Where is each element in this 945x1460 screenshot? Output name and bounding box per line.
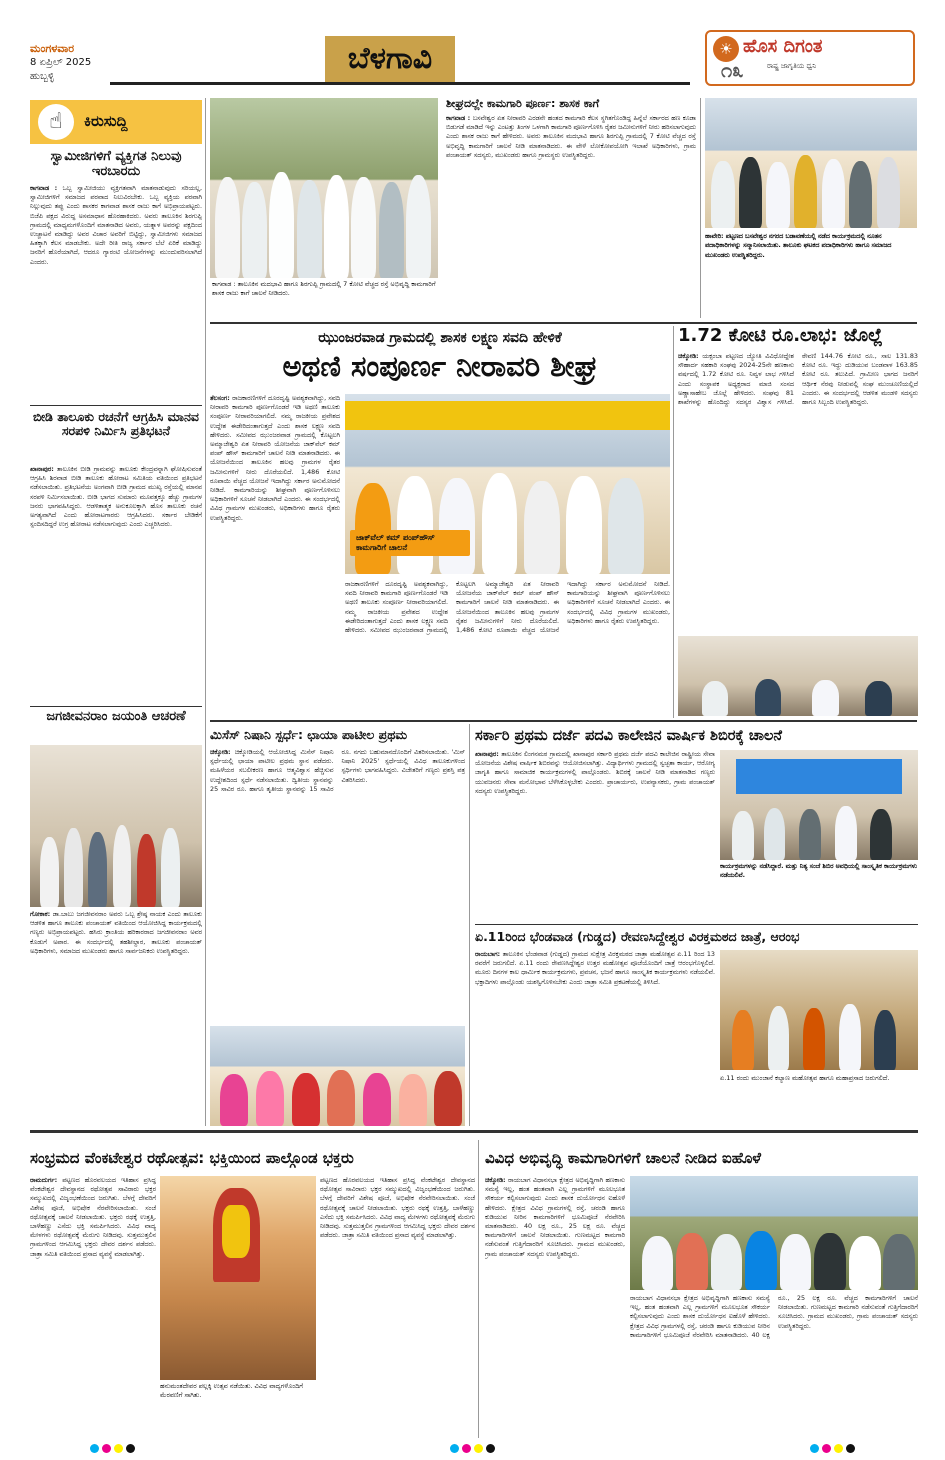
masthead-rule [110,82,690,85]
column-divider [673,326,674,718]
athani-body-text: ರಾಜಕಾರಣಿಗಳಿಗೆ ದೂರದೃಷ್ಟಿ ಅವಶ್ಯಕವಾಗಿದ್ದು, ಸವದಿ ನೀರಾವರಿ ಕಾಮಗಾರಿ ಪೂರ್ಣಗೊಂಡರೆ ಇಡಿ ಅಥಣಿ ತಾಲೂಕು ಸಂಪೂರ್ಣ ನೀರಾವರಿಯಾಗಲಿದೆ. ನಮ್ಮ ರಾಜಕೀಯ ಪ್ರವೇಶದ ಉದ್ದೇಶ ಈಡೇರಿದಂತಾಗುತ್ತದೆ ಎಂದು ಶಾಸಕ ಲಕ್ಷ್ಮಣ ಸವದಿ ಹೇಳಿದರು. ಸಮೀಪದ ಝುಂಜರವಾಡ ಗ್ರಾಮದಲ್ಲಿ ಕೊಟ್ಟಲಗಿ ಅಮ್ಮಾಜೇಶ್ವರಿ ಏತ ನೀರಾವರಿ ಯೋಜನೆಯ ಜಾಕ್‌ವೆಲ್ ಕಮ್ ಪಂಪ್ ಹೌಸ್ ಕಾಮಗಾರಿಗೆ ಚಾಲನೆ ನೀಡಿ ಮಾತನಾಡಿದರು. ಈ ಯೋಜನೆಯಿಂದ ತಾಲೂಕಿನ ಹಲವು ಗ್ರಾಮಗಳ ರೈತರ ಜಮೀನುಗಳಿಗೆ ನೀರು ದೊರೆಯಲಿದೆ. 1,486 ಕೋಟಿ ರೂಪಾಯಿ ವೆಚ್ಚದ ಯೋಜನೆ ಇದಾಗಿದ್ದು ಸರ್ಕಾರ ಅನುಮೋದನೆ ನೀಡಿದೆ. ಕಾಮಗಾರಿಯನ್ನು ಶೀಘ್ರವಾಗಿ ಪೂರ್ಣಗೊಳಿಸಲು ಅಧಿಕಾರಿಗಳಿಗೆ ಸೂಚನೆ ನೀಡಲಾಗಿದೆ ಎಂದರು. ಈ ಸಂದರ್ಭದಲ್ಲಿ ವಿವಿಧ ಗ್ರಾಮಗಳ ಮುಖಂಡರು, ಅಧಿಕಾರಿಗಳು ಹಾಗೂ ರೈತರು ಉಪಸ್ಥಿತರಿದ್ದರು. [210,394,340,522]
misses-title: ಮಿಸೆಸ್ ನಿಷಾನಿ ಸ್ಪರ್ಧೆ: ಛಾಯಾ ಪಾಟೀಲ ಪ್ರಥಮ [210,727,408,742]
shighra-title: ಶೀಘ್ರದಲ್ಲೇ ಕಾಮಗಾರಿ ಪೂರ್ಣ: ಶಾಸಕ ಕಾಗೆ [446,97,600,110]
college-caption: ಕಾರ್ಯಕ್ರಮಗಳನ್ನು ನಡೆಸಿದ್ದಾರೆ. ಮತ್ತು ನಿತ್ಯ ಸಂಜೆ ಶಿಬಿರ ಅವಧಿಯಲ್ಲಿ ಸಾಂಸ್ಕೃತಿಕ ಕಾರ್ಯಕ್ರಮಗಳು ನಡೆಯಲಿವೆ. [720,862,918,920]
jolle-title: 1.72 ಕೋಟಿ ರೂ.ಲಾಭ: ಜೊಲ್ಲೆ [678,325,883,346]
column-divider [700,98,701,318]
venkatesh-body [30,1176,156,1438]
misses-dateline: ಚಿಕ್ಕೋಡಿ: [210,748,231,756]
venkatesh-body-cont [320,1176,475,1438]
jagjivan-body-text: ಡಾ.ಬಾಬು ಜಗಜೀವನರಾಂ ಅವರು ಒಬ್ಬ ಶ್ರೇಷ್ಠ ನಾಯಕ ಎಂದು ತಾಲೂಕು ಆಡಳಿತ ಹಾಗೂ ತಾಲೂಕು ಪಂಚಾಯತ್ ವತಿಯಿಂದ ಆಯೋಜಿಸಿದ್ದ ಕಾರ್ಯಕ್ರಮದಲ್ಲಿ ಗಣ್ಯರು ಅಭಿಪ್ರಾಯಪಟ್ಟರು. ಹಸಿರು ಕ್ರಾಂತಿಯ ಹರಿಕಾರರಾದ ಜಗಜೀವನರಾಂ ಅವರ ಕೊಡುಗೆ ಅಪಾರ. ಈ ಸಂದರ್ಭದಲ್ಲಿ ತಹಶೀಲ್ದಾರ, ತಾಲೂಕು ಪಂಚಾಯತ್ ಅಧಿಕಾರಿಗಳು, ಸಮಾಜದ ಮುಖಂಡರು ಹಾಗೂ ಸಾರ್ವಜನಿಕರು ಉಪಸ್ಥಿತರಿದ್ದರು. [30,910,202,955]
swamiji-body [30,184,202,402]
venkatesh-body-text: ಪಟ್ಟಣದ ಹೊರವಲಯದ ಇತಿಹಾಸ ಪ್ರಸಿದ್ಧ ವೆಂಕಟೇಶ್ವರ ದೇವಸ್ಥಾನದ ರಥೋತ್ಸವ ಸಾವಿರಾರು ಭಕ್ತರ ಸಮ್ಮುಖದಲ್ಲಿ ವಿಜೃಂಭಣೆಯಿಂದ ಜರುಗಿತು. ಬೆಳಗ್ಗೆ ದೇವರಿಗೆ ವಿಶೇಷ ಪೂಜೆ, ಅಭಿಷೇಕ ನೆರವೇರಿಸಲಾಯಿತು. ಸಂಜೆ ರಥೋತ್ಸವಕ್ಕೆ ಚಾಲನೆ ನೀಡಲಾಯಿತು. ಭಕ್ತರು ರಥಕ್ಕೆ ಉತ್ತತ್ತಿ, ಬಾಳೆಹಣ್ಣು ಎಸೆದು ಭಕ್ತಿ ಸಮರ್ಪಿಸಿದರು. ವಿವಿಧ ವಾದ್ಯ ಮೇಳಗಳು ರಥೋತ್ಸವಕ್ಕೆ ಮೆರುಗು ನೀಡಿದವು. ಸುತ್ತಮುತ್ತಲಿನ ಗ್ರಾಮಗಳಿಂದ ಆಗಮಿಸಿದ್ದ ಭಕ್ತರು ದೇವರ ದರ್ಶನ ಪಡೆದರು. ಜಾತ್ರಾ ಸಮಿತಿ ವತಿಯಿಂದ ಪ್ರಸಾದ ವ್ಯವಸ್ಥೆ ಮಾಡಲಾಗಿತ್ತು. [30,1176,156,1258]
column-divider [205,98,206,1126]
college-title: ಸರ್ಕಾರಿ ಪ್ರಥಮ ದರ್ಜೆ ಪದವಿ ಕಾಲೇಜಿನ ವಾರ್ಷಿಕ ಶಿಬಿರಕ್ಕೆ ಚಾಲನೆ [475,728,782,744]
kagawad-caption: ಕಾಗವಾಡ : ತಾಲೂಕಿನ ಮದಭಾವಿ ಹಾಗೂ ಶಿರಗುಪ್ಪಿ ಗ್ರಾಮದಲ್ಲಿ 7 ಕೋಟಿ ವೆಚ್ಚದ ರಸ್ತೆ ಅಭಿವೃದ್ಧಿ ಕಾಮಗಾರಿಗೆ ಶಾಸಕ ರಾಜು ಕಾಗೆ ಚಾಲನೆ ನೀಡಿದರು. [212,280,438,308]
haveri-photo [705,98,917,228]
athani-body-cont [345,580,670,716]
masthead [0,0,945,92]
section-title: ಬೆಳಗಾವಿ [347,41,433,76]
issue-date [30,42,91,84]
college-body [475,750,715,920]
divider [475,924,918,925]
revana-body-text: ತಾಲೂಕಿನ ಭೆಂಡವಾಡ (ಗುಡ್ಡದ) ಗ್ರಾಮದ ಸುಕ್ಷೇತ್ರ ವಿರಕ್ತಮಠದ ಜಾತ್ರಾ ಮಹೋತ್ಸವ ಏ.11 ರಿಂದ 13 ರವರೆಗೆ ಜರುಗಲಿದೆ. ಏ.11 ರಂದು ರೇವಣಸಿದ್ದೇಶ್ವರ ಉತ್ತರ ಮಹೋತ್ಸವ ಪೂಜೆಯೊಂದಿಗೆ ಜಾತ್ರೆ ಆರಂಭಗೊಳ್ಳಲಿದೆ. ಮೂರು ದಿನಗಳ ಕಾಲ ಧಾರ್ಮಿಕ ಕಾರ್ಯಕ್ರಮಗಳು, ಪ್ರವಚನ, ಭಜನೆ ಹಾಗೂ ಸಾಂಸ್ಕೃತಿಕ ಕಾರ್ಯಕ್ರಮಗಳು ನಡೆಯಲಿವೆ. ಭಕ್ತಾದಿಗಳು ಪಾಲ್ಗೊಂಡು ಯಶಸ್ವಿಗೊಳಿಸಬೇಕು ಎಂದು ಜಾತ್ರಾ ಸಮಿತಿ ಪ್ರಕಟಣೆಯಲ್ಲಿ ತಿಳಿಸಿದೆ. [475,950,715,986]
shighra-dateline: ಕಾಗವಾಡ : [446,114,471,122]
ihole-title: ವಿವಿಧ ಅಭಿವೃದ್ಧಿ ಕಾಮಗಾರಿಗಳಿಗೆ ಚಾಲನೆ ನೀಡಿದ ಐಹೊಳೆ [485,1149,762,1167]
swamiji-title: ಸ್ವಾಮೀಜಿಗಳಿಗೆ ವ್ಯಕ್ತಿಗತ ನಿಲುವು ಇರಬಾರದು [50,149,182,179]
revana-photo [720,950,918,1070]
shighra-body-text: ಬಸವೇಶ್ವರ ಏತ ನೀರಾವರಿ ಎರಡನೇ ಹಂತದ ಕಾಮಗಾರಿ ಕೆಲಸ ಸ್ಥಗಿತಗೊಂಡಿದ್ದ ಹಿನ್ನೆಲೆ ಸರ್ಕಾರದ ಹಣ ಕೂಡಾ ಬಿಡುಗಡೆ ಮಾಡಿದೆ ಇನ್ನು ಎಂಟತ್ತು ತಿಂಗಳ ಒಳಗಾಗಿ ಕಾಮಗಾರಿ ಪೂರ್ಣಗೊಳಿಸಿ ರೈತರ ಜಮೀನುಗಳಿಗೆ ನೀರು ಹರಿಸಲಾಗುವುದು ಎಂದು ಶಾಸಕ ರಾಜು ಕಾಗೆ ಹೇಳಿದರು. ಅವರು ತಾಲೂಕಿನ ಮದಭಾವಿ ಹಾಗೂ ಶಿರಗುಪ್ಪಿ ಗ್ರಾಮದಲ್ಲಿ 7 ಕೋಟಿ ವೆಚ್ಚದ ರಸ್ತೆ ಅಭಿವೃದ್ಧಿ ಕಾಮಗಾರಿಗೆ ಚಾಲನೆ ನೀಡಿ ಮಾತನಾಡಿದರು. ಈ ವೇಳೆ ಲೋಕೋಪಯೋಗಿ ಇಲಾಖೆ ಅಧಿಕಾರಿಗಳು, ಗ್ರಾಮ ಪಂಚಾಯತ್ ಸದಸ್ಯರು, ಮುಖಂಡರು ಹಾಗೂ ಗ್ರಾಮಸ್ಥರು ಉಪಸ್ಥಿತರಿದ್ದರು. [446,114,696,159]
revana-title: ಏ.11ರಿಂದ ಭೆಂಡವಾಡ (ಗುಡ್ಡದ) ರೇವಣಸಿದ್ದೇಶ್ವರ ವಿರಕ್ತಮಠದ ಜಾತ್ರೆ, ಆರಂಭ [475,929,800,944]
swamiji-body-text: ಒಬ್ಬ ಸ್ವಾಮೀಜಿಯು ವ್ಯಕ್ತಿಗತವಾಗಿ ಮಾತನಾಡುವುದು ಸರಿಯಲ್ಲ, ಸ್ವಾಮೀಜಿಗಳಿಗೆ ಸಮಾಜದ ಪರವಾದ ನಿಲುವಿರಬೇಕು. ಒಬ್ಬ ವ್ಯಕ್ತಿಯ ಪರವಾಗಿ ನಿಲ್ಲುವುದು ತಪ್ಪು ಎಂದು ಶಾಸಕರ ಕಾಗವಾಡ ಶಾಸಕ ರಾಜು ಕಾಗೆ ಅಭಿಪ್ರಾಯಪಟ್ಟರು. ಬಿಜೆಪಿ ಪಕ್ಷದ ವಿರುದ್ಧ ಅಸಮಾಧಾನ ಹೊರಹಾಕಿದರು. ಅವರು ತಾಲೂಕಿನ ಶಿರಗುಪ್ಪಿ ಗ್ರಾಮದಲ್ಲಿ ಮಾಧ್ಯಮಗಳೊಂದಿಗೆ ಮಾತನಾಡಿದ ಅವರು, ಯತ್ನಾಳ ಅವರನ್ನು ಪಕ್ಷದಿಂದ ಉಚ್ಚಾಟನೆ ಮಾಡಿದ್ದು ಅವರ ವಿಚಾರ ಅವರಿಗೆ ಬಿಟ್ಟಿದ್ದು, ಸ್ವಾಮೀಜಿಗಳು ಸಮಾಜದ ಹಿತಕ್ಕಾಗಿ ಕೆಲಸ ಮಾಡಬೇಕು. ಅದೇ ರೀತಿ ರಾಜ್ಯ ಸರ್ಕಾರ ಬೆಲೆ ಏರಿಕೆ ಮಾಡಿದ್ದು ಜನರಿಗೆ ಹೊರೆಯಾಗಿದೆ, ಆದರೂ ಗ್ಯಾರಂಟಿ ಯೋಜನೆಗಳನ್ನು ಮುಂದುವರಿಸಲಾಗಿದೆ ಎಂದರು. [30,184,202,266]
revana-caption: ಏ.11 ರಂದು ಮುಂಜಾನೆ ಕಲ್ಯಾಣ ಮಹೋತ್ಸವ ಹಾಗೂ ಮಹಾಪ್ರಸಾದ ಜರುಗಲಿದೆ. [720,1074,918,1124]
athani-badge: ಜಾಕ್‌ವೆಲ್ ಕಮ್ ಪಂಪ್‌ಹೌಸ್ ಕಾಮಗಾರಿಗೆ ಚಾಲನೆ [350,530,470,556]
college-photo [720,750,918,860]
edition-city: ಹುಬ್ಬಳ್ಳಿ [30,71,55,82]
jagjivan-photo [30,745,202,907]
athani-dateline: ತೆಲಸಂಗ: [210,394,230,402]
ihole-body-cont [630,1294,918,1438]
column-divider [478,1140,479,1438]
athani-body [210,394,340,716]
swamiji-dateline: ಕಾಗವಾಡ : [30,184,58,192]
ihole-body-cont-text: ರಾಯಬಾಗ ವಿಧಾನಸಭಾ ಕ್ಷೇತ್ರದ ಅಭಿವೃದ್ಧಿಗಾಗಿ ಹಣಕಾಸು ಸಮಸ್ಯೆ ಇಲ್ಲ, ಹಂತ ಹಂತವಾಗಿ ಎಲ್ಲ ಗ್ರಾಮಗಳಿಗೆ ಮೂಲಭೂತ ಸೌಕರ್ಯ ಕಲ್ಪಿಸಲಾಗುವುದು ಎಂದು ಶಾಸಕ ದುರ್ಯೋಧನ ಐಹೊಳೆ ಹೇಳಿದರು. ಕ್ಷೇತ್ರದ ವಿವಿಧ ಗ್ರಾಮಗಳಲ್ಲಿ ರಸ್ತೆ, ಚರಂಡಿ ಹಾಗೂ ಕುಡಿಯುವ ನೀರಿನ ಕಾಮಗಾರಿಗಳಿಗೆ ಭೂಮಿಪೂಜೆ ನೆರವೇರಿಸಿ ಮಾತನಾಡಿದರು. 40 ಲಕ್ಷ ರೂ., 25 ಲಕ್ಷ ರೂ. ವೆಚ್ಚದ ಕಾಮಗಾರಿಗಳಿಗೆ ಚಾಲನೆ ನೀಡಲಾಯಿತು. ಗುಣಮಟ್ಟದ ಕಾಮಗಾರಿ ನಡೆಸುವಂತೆ ಗುತ್ತಿಗೆದಾರರಿಗೆ ಸೂಚಿಸಿದರು. ಗ್ರಾಮದ ಮುಖಂಡರು, ಗ್ರಾಮ ಪಂಚಾಯತ್ ಸದಸ್ಯರು ಉಪಸ್ಥಿತರಿದ್ದರು. [630,1294,918,1339]
athani-kicker: ಝುಂಜರವಾಡ ಗ್ರಾಮದಲ್ಲಿ ಶಾಸಕ ಲಕ್ಷ್ಮಣ ಸವದಿ ಹೇಳಿಕೆ [318,330,562,346]
jagjivan-body [30,910,202,1125]
kagawad-photo [210,98,438,278]
logo-text: ಹೊಸ ದಿಗಂತ [743,36,823,57]
divider [30,706,202,707]
logo-tagline: ರಾಷ್ಟ್ರ ಜಾಗೃತಿಯ ಧ್ವನಿ [767,62,817,70]
college-dateline: ಖಾನಾಪುರ: [475,750,499,758]
haveri-caption: ಹಾವೇರಿ: ಪಟ್ಟಣದ ಬಸವೇಶ್ವರ ನಗರದ ಬಡಾವಣೆಯಲ್ಲಿ ನಡೆದ ಕಾರ್ಯಕ್ರಮದಲ್ಲಿ ನೂತನ ಪದಾಧಿಕಾರಿಗಳನ್ನು ಸನ್ಮಾನಿಸಲಾಯಿತು. ತಾಲೂಕು ಘಟಕದ ಪದಾಧಿಕಾರಿಗಳು ಹಾಗೂ ಸಮಾಜದ ಮುಖಂಡರು ಉಪಸ್ಥಿತರಿದ್ದರು. [705,232,917,314]
column-divider [469,724,470,1126]
jolle-photo [678,636,918,716]
venkatesh-caption: ಹನುಮಂತದೇವರ ಪಲ್ಲಕ್ಕಿ ಉತ್ಸವ ನಡೆಯಿತು. ವಿವಿಧ ವಾದ್ಯಗಳೊಂದಿಗೆ ಮೆರವಣಿಗೆ ಸಾಗಿತು. [160,1382,316,1438]
issue-day: ಮಂಗಳವಾರ [30,42,75,55]
pointing-hand-icon: ☝ [38,104,74,140]
bidi-body [30,465,202,705]
ihole-photo [630,1176,918,1290]
section-divider [210,720,917,722]
revana-body [475,950,715,1126]
jolle-dateline: ಚಿಕ್ಕೋಡಿ: [678,352,699,360]
page-number: ೧೩ [721,58,744,82]
newspaper-logo [705,30,915,86]
revana-dateline: ರಾಯಬಾಗ: [475,950,501,958]
venkatesh-photo [160,1176,316,1380]
bidi-dateline: ಖಾನಾಪುರ: [30,465,54,473]
jolle-body-text: ಯಕ್ಸಂಬಾ ಪಟ್ಟಣದ ಜ್ಯೋತಿ ವಿವಿಧೋದ್ದೇಶ ಸೌಹಾರ್ದ ಸಹಕಾರಿ ಸಂಘವು 2024-25ನೇ ಹಣಕಾಸು ವರ್ಷದಲ್ಲಿ 1.72 ಕೋಟಿ ರೂ. ನಿವ್ವಳ ಲಾಭ ಗಳಿಸಿದೆ ಎಂದು ಸಂಸ್ಥಾಪಕ ಅಧ್ಯಕ್ಷರಾದ ಮಾಜಿ ಸಂಸದ ಅಣ್ಣಾಸಾಹೇಬ ಜೊಲ್ಲೆ ಹೇಳಿದರು. ಸಂಘವು 81 ಶಾಖೆಗಳನ್ನು ಹೊಂದಿದ್ದು ಸದಸ್ಯರ ವಿಶ್ವಾಸ ಗಳಿಸಿದೆ. ಠೇವಣಿ 144.76 ಕೋಟಿ ರೂ., ಸಾಲ 131.83 ಕೋಟಿ ರೂ. ಇದ್ದು ದುಡಿಯುವ ಬಂಡವಾಳ 163.85 ಕೋಟಿ ರೂ. ತಲುಪಿದೆ. ಗ್ರಾಮೀಣ ಭಾಗದ ಜನರಿಗೆ ಆರ್ಥಿಕ ನೆರವು ನೀಡುವಲ್ಲಿ ಸಂಘ ಮುಂಚೂಣಿಯಲ್ಲಿದೆ ಎಂದರು. ಈ ಸಂದರ್ಭದಲ್ಲಿ ಆಡಳಿತ ಮಂಡಳಿ ಸದಸ್ಯರು ಹಾಗೂ ಸಿಬ್ಬಂದಿ ಉಪಸ್ಥಿತರಿದ್ದರು. [678,352,918,407]
ihole-dateline: ಚಿಕ್ಕೋಡಿ: [485,1176,506,1184]
bidi-title: ಬೀಡಿ ತಾಲೂಕು ರಚನೆಗೆ ಆಗ್ರಹಿಸಿ ಮಾನವ ಸರಪಳಿ ನಿರ್ಮಿಸಿ ಪ್ರತಿಭಟನೆ [33,409,199,439]
section-divider [30,1130,918,1133]
issue-date-text: 8 ಏಪ್ರಿಲ್ 2025 [30,57,92,68]
shighra-body [446,114,696,314]
bidi-body-text: ತಾಲೂಕಿನ ಬೀಡಿ ಗ್ರಾಮವನ್ನು ತಾಲೂಕು ಕೇಂದ್ರವನ್ನಾಗಿ ಘೋಷಿಸುವಂತೆ ಆಗ್ರಹಿಸಿ ಶಿರವಾಡ ಬೀಡಿ ತಾಲೂಕು ಹೋರಾಟ ಸಮಿತಿಯ ವತಿಯಿಂದ ಪ್ರತಿಭಟನೆ ನಡೆಸಲಾಯಿತು. ಪ್ರತಿಭಟನೆಯ ಅಂಗವಾಗಿ ಬೀಡಿ ಗ್ರಾಮದ ಮುಖ್ಯ ರಸ್ತೆಯಲ್ಲಿ ಮಾನವ ಸರಪಳಿ ನಿರ್ಮಿಸಲಾಯಿತು. ಬೀಡಿ ಭಾಗದ ಸುಮಾರು ಮೂವತ್ತಕ್ಕೂ ಹೆಚ್ಚು ಗ್ರಾಮಗಳ ಜನರು ಭಾಗವಹಿಸಿದ್ದರು. ಆಡಳಿತಾತ್ಮಕ ಅನುಕೂಲಕ್ಕಾಗಿ ಹೊಸ ತಾಲೂಕು ರಚನೆ ಅಗತ್ಯವಾಗಿದೆ ಎಂದು ಹೋರಾಟಗಾರರು ಆಗ್ರಹಿಸಿದರು. ಸರ್ಕಾರ ಬೇಡಿಕೆಗೆ ಸ್ಪಂದಿಸದಿದ್ದರೆ ಉಗ್ರ ಹೋರಾಟ ನಡೆಸಲಾಗುವುದು ಎಂದು ಎಚ್ಚರಿಸಿದರು. [30,465,202,529]
misses-body [210,748,465,1022]
athani-body-cont-text: ರಾಜಕಾರಣಿಗಳಿಗೆ ದೂರದೃಷ್ಟಿ ಅವಶ್ಯಕವಾಗಿದ್ದು, ಸವದಿ ನೀರಾವರಿ ಕಾಮಗಾರಿ ಪೂರ್ಣಗೊಂಡರೆ ಇಡಿ ಅಥಣಿ ತಾಲೂಕು ಸಂಪೂರ್ಣ ನೀರಾವರಿಯಾಗಲಿದೆ. ನಮ್ಮ ರಾಜಕೀಯ ಪ್ರವೇಶದ ಉದ್ದೇಶ ಈಡೇರಿದಂತಾಗುತ್ತದೆ ಎಂದು ಶಾಸಕ ಲಕ್ಷ್ಮಣ ಸವದಿ ಹೇಳಿದರು. ಸಮೀಪದ ಝುಂಜರವಾಡ ಗ್ರಾಮದಲ್ಲಿ ಕೊಟ್ಟಲಗಿ ಅಮ್ಮಾಜೇಶ್ವರಿ ಏತ ನೀರಾವರಿ ಯೋಜನೆಯ ಜಾಕ್‌ವೆಲ್ ಕಮ್ ಪಂಪ್ ಹೌಸ್ ಕಾಮಗಾರಿಗೆ ಚಾಲನೆ ನೀಡಿ ಮಾತನಾಡಿದರು. ಈ ಯೋಜನೆಯಿಂದ ತಾಲೂಕಿನ ಹಲವು ಗ್ರಾಮಗಳ ರೈತರ ಜಮೀನುಗಳಿಗೆ ನೀರು ದೊರೆಯಲಿದೆ. 1,486 ಕೋಟಿ ರೂಪಾಯಿ ವೆಚ್ಚದ ಯೋಜನೆ ಇದಾಗಿದ್ದು ಸರ್ಕಾರ ಅನುಮೋದನೆ ನೀಡಿದೆ. ಕಾಮಗಾರಿಯನ್ನು ಶೀಘ್ರವಾಗಿ ಪೂರ್ಣಗೊಳಿಸಲು ಅಧಿಕಾರಿಗಳಿಗೆ ಸೂಚನೆ ನೀಡಲಾಗಿದೆ ಎಂದರು. ಈ ಸಂದರ್ಭದಲ್ಲಿ ವಿವಿಧ ಗ್ರಾಮಗಳ ಮುಖಂಡರು, ಅಧಿಕಾರಿಗಳು ಹಾಗೂ ರೈತರು ಉಪಸ್ಥಿತರಿದ್ದರು. [345,580,670,635]
misses-photo [210,1026,465,1126]
jagjivan-title: ಜಗಜೀವನರಾಂ ಜಯಂತಿ ಆಚರಣೆ [46,709,186,724]
athani-headline: ಅಥಣಿ ಸಂಪೂರ್ಣ ನೀರಾವರಿ ಶೀಘ್ರ [282,349,598,383]
venkatesh-dateline: ರಾಮದುರ್ಗ: [30,1176,58,1184]
ihole-body [485,1176,625,1438]
kiru-suddi-label: ಕಿರುಸುದ್ದಿ [84,112,128,130]
divider [30,405,202,406]
jagjivan-dateline: ಗೋಕಾಕ: [30,910,51,918]
section-divider [210,322,917,324]
jolle-body [678,352,918,634]
college-body-text: ತಾಲೂಕಿನ ಲಿಂಗನಮಠ ಗ್ರಾಮದಲ್ಲಿ ಖಾನಾಪುರ ಸರ್ಕಾರಿ ಪ್ರಥಮ ದರ್ಜೆ ಪದವಿ ಕಾಲೇಜಿನ ರಾಷ್ಟ್ರೀಯ ಸೇವಾ ಯೋಜನೆಯ ವಿಶೇಷ ವಾರ್ಷಿಕ ಶಿಬಿರವನ್ನು ಆಯೋಜಿಸಲಾಗಿತ್ತು. ವಿದ್ಯಾರ್ಥಿಗಳು ಗ್ರಾಮದಲ್ಲಿ ಸ್ವಚ್ಛತಾ ಕಾರ್ಯ, ಆರೋಗ್ಯ ಜಾಗೃತಿ ಹಾಗೂ ಸಾಮಾಜಿಕ ಕಾರ್ಯಕ್ರಮಗಳಲ್ಲಿ ಪಾಲ್ಗೊಂಡರು. ಶಿಬಿರಕ್ಕೆ ಚಾಲನೆ ನೀಡಿ ಮಾತನಾಡಿದ ಗಣ್ಯರು ಯುವಜನರು ಸೇವಾ ಮನೋಭಾವ ಬೆಳೆಸಿಕೊಳ್ಳಬೇಕು ಎಂದರು. ಪ್ರಾಚಾರ್ಯರು, ಉಪನ್ಯಾಸಕರು, ಗ್ರಾಮ ಪಂಚಾಯತ್ ಸದಸ್ಯರು ಉಪಸ್ಥಿತರಿದ್ದರು. [475,750,715,795]
print-registration-marks [0,1440,945,1460]
ihole-body-text: ರಾಯಬಾಗ ವಿಧಾನಸಭಾ ಕ್ಷೇತ್ರದ ಅಭಿವೃದ್ಧಿಗಾಗಿ ಹಣಕಾಸು ಸಮಸ್ಯೆ ಇಲ್ಲ, ಹಂತ ಹಂತವಾಗಿ ಎಲ್ಲ ಗ್ರಾಮಗಳಿಗೆ ಮೂಲಭೂತ ಸೌಕರ್ಯ ಕಲ್ಪಿಸಲಾಗುವುದು ಎಂದು ಶಾಸಕ ದುರ್ಯೋಧನ ಐಹೊಳೆ ಹೇಳಿದರು. ಕ್ಷೇತ್ರದ ವಿವಿಧ ಗ್ರಾಮಗಳಲ್ಲಿ ರಸ್ತೆ, ಚರಂಡಿ ಹಾಗೂ ಕುಡಿಯುವ ನೀರಿನ ಕಾಮಗಾರಿಗಳಿಗೆ ಭೂಮಿಪೂಜೆ ನೆರವೇರಿಸಿ ಮಾತನಾಡಿದರು. 40 ಲಕ್ಷ ರೂ., 25 ಲಕ್ಷ ರೂ. ವೆಚ್ಚದ ಕಾಮಗಾರಿಗಳಿಗೆ ಚಾಲನೆ ನೀಡಲಾಯಿತು. ಗುಣಮಟ್ಟದ ಕಾಮಗಾರಿ ನಡೆಸುವಂತೆ ಗುತ್ತಿಗೆದಾರರಿಗೆ ಸೂಚಿಸಿದರು. ಗ್ರಾಮದ ಮುಖಂಡರು, ಗ್ರಾಮ ಪಂಚಾಯತ್ ಸದಸ್ಯರು ಉಪಸ್ಥಿತರಿದ್ದರು. [485,1176,625,1258]
venkatesh-body-cont-text: ಪಟ್ಟಣದ ಹೊರವಲಯದ ಇತಿಹಾಸ ಪ್ರಸಿದ್ಧ ವೆಂಕಟೇಶ್ವರ ದೇವಸ್ಥಾನದ ರಥೋತ್ಸವ ಸಾವಿರಾರು ಭಕ್ತರ ಸಮ್ಮುಖದಲ್ಲಿ ವಿಜೃಂಭಣೆಯಿಂದ ಜರುಗಿತು. ಬೆಳಗ್ಗೆ ದೇವರಿಗೆ ವಿಶೇಷ ಪೂಜೆ, ಅಭಿಷೇಕ ನೆರವೇರಿಸಲಾಯಿತು. ಸಂಜೆ ರಥೋತ್ಸವಕ್ಕೆ ಚಾಲನೆ ನೀಡಲಾಯಿತು. ಭಕ್ತರು ರಥಕ್ಕೆ ಉತ್ತತ್ತಿ, ಬಾಳೆಹಣ್ಣು ಎಸೆದು ಭಕ್ತಿ ಸಮರ್ಪಿಸಿದರು. ವಿವಿಧ ವಾದ್ಯ ಮೇಳಗಳು ರಥೋತ್ಸವಕ್ಕೆ ಮೆರುಗು ನೀಡಿದವು. ಸುತ್ತಮುತ್ತಲಿನ ಗ್ರಾಮಗಳಿಂದ ಆಗಮಿಸಿದ್ದ ಭಕ್ತರು ದೇವರ ದರ್ಶನ ಪಡೆದರು. ಜಾತ್ರಾ ಸಮಿತಿ ವತಿಯಿಂದ ಪ್ರಸಾದ ವ್ಯವಸ್ಥೆ ಮಾಡಲಾಗಿತ್ತು. [320,1176,475,1240]
venkatesh-title: ಸಂಭ್ರಮದ ವೆಂಕಟೇಶ್ವರ ರಥೋತ್ಸವ: ಭಕ್ತಿಯಿಂದ ಪಾಲ್ಗೊಂಡ ಭಕ್ತರು [30,1149,354,1167]
misses-body-text: ಚಿಕ್ಕೋಡಿಯಲ್ಲಿ ಆಯೋಜಿಸಿದ್ದ ಮಿಸೆಸ್ ನಿಷಾನಿ ಸ್ಪರ್ಧೆಯಲ್ಲಿ ಛಾಯಾ ಪಾಟೀಲ ಪ್ರಥಮ ಸ್ಥಾನ ಪಡೆದರು. ಮಹಿಳೆಯರ ಸಬಲೀಕರಣ ಹಾಗೂ ಆತ್ಮವಿಶ್ವಾಸ ಹೆಚ್ಚಿಸುವ ಉದ್ದೇಶದಿಂದ ಸ್ಪರ್ಧೆ ನಡೆಸಲಾಯಿತು. ದ್ವಿತೀಯ ಸ್ಥಾನವನ್ನು 25 ಸಾವಿರ ರೂ. ಹಾಗೂ ತೃತೀಯ ಸ್ಥಾನವನ್ನು 15 ಸಾವಿರ ರೂ. ನಗದು ಬಹುಮಾನದೊಂದಿಗೆ ವಿತರಿಸಲಾಯಿತು. 'ಮಿಸ್ ನಿಷಾನಿ 2025' ಸ್ಪರ್ಧೆಯಲ್ಲಿ ವಿವಿಧ ತಾಲೂಕುಗಳಿಂದ ಸ್ಪರ್ಧಿಗಳು ಭಾಗವಹಿಸಿದ್ದರು. ವಿಜೇತರಿಗೆ ಗಣ್ಯರು ಪ್ರಶಸ್ತಿ ಪತ್ರ ವಿತರಿಸಿದರು. [210,748,465,793]
lamp-icon: ☀ [713,36,739,62]
